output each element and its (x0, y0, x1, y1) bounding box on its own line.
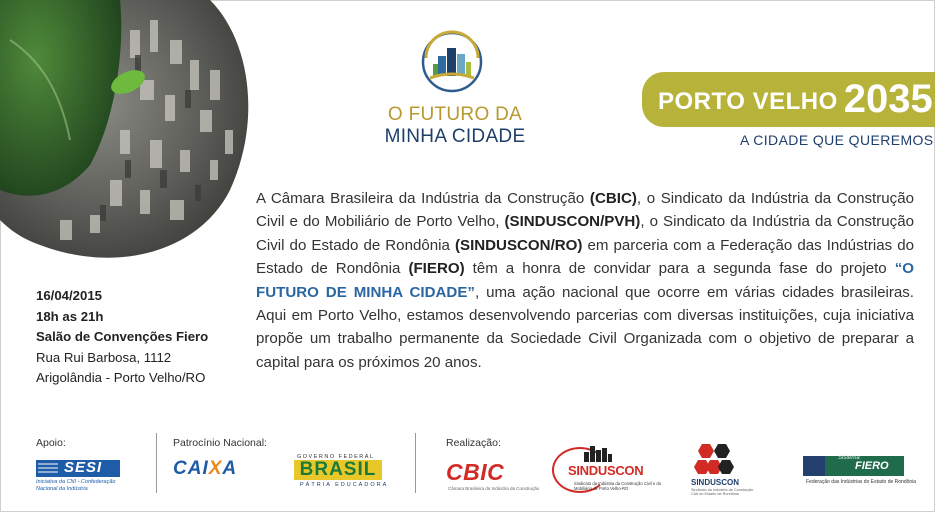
sesi-text: SESI (64, 459, 103, 476)
caixa-text-b: A (222, 458, 238, 479)
sinduscon-ro-caption: Sindicato da Indústria da Construção Civil do Estado de Rondônia (691, 488, 754, 496)
event-date: 16/04/2015 (36, 288, 103, 303)
event-venue: Salão de Convenções Fiero (36, 329, 209, 345)
logo-line-2: MINHA CIDADE (384, 126, 526, 147)
sesi-caption: Iniciativa da CNI - Confederação Nacional da Indústria (36, 479, 116, 492)
sinduscon-ro-logo: SINDUSCON (691, 478, 740, 487)
brasil-logo: BRASIL (294, 460, 382, 480)
event-district: Arigolândia - Porto Velho/RO (36, 370, 206, 386)
patria-educadora-text: PÁTRIA EDUCADORA (300, 482, 389, 488)
futuro-cidade-logo-icon (420, 30, 484, 94)
banner-city: PORTO VELHO (658, 88, 838, 115)
invitation-paragraph (256, 187, 914, 374)
banner-title (658, 77, 933, 122)
cbic-logo: CBIC (446, 459, 505, 485)
buildings-icon (584, 446, 612, 462)
text-part: A Câmara Brasileira da Indústria da Construção (256, 190, 585, 207)
project-name: “O FUTURO DE MINHA CIDADE” (256, 260, 914, 301)
fiero-sistema-text: Sistema (838, 455, 860, 461)
governo-federal-text: GOVERNO FEDERAL (297, 454, 375, 460)
caixa-logo (173, 458, 237, 480)
project-logo-text (350, 104, 560, 148)
fiero-bold: (FIERO) (408, 260, 465, 278)
fiero-caption: Federação das Indústrias do Estado de Rondônia (806, 479, 917, 485)
sinduscon-pvh-logo: SINDUSCON (568, 463, 644, 478)
text-part: têm a honra de convidar para a segunda fase do projeto (464, 260, 887, 278)
event-details (36, 286, 208, 389)
sinduscon-ro-bold: (SINDUSCON/RO) (454, 236, 583, 254)
logo-line-1: O FUTURO DA (387, 104, 523, 125)
sinduscon-ro-hexagon-icon (694, 444, 736, 477)
text-part: , uma ação nacional que ocorre em várias cidades brasileiras. Aqui em Porto Velho, estamos desenvolvendo parcerias com diversas instituições, cuja iniciativa propõe um trabalho permanente da Sociedade Civil Organizada com o objetivo de preparar a capital para os próximos 20 anos. (256, 283, 915, 371)
caixa-x: X (208, 458, 223, 479)
text-part: , o Sindicato da Indústria da Construção Civil e do Mobiliário de Porto Velho, (256, 190, 914, 231)
realizacao-label: Realização: (446, 437, 501, 449)
text-part: em parceria com a Federação das Indústrias do Estado de Rondônia (256, 236, 914, 278)
sinduscon-pvh-bold: (SINDUSCON/PVH) (504, 213, 641, 231)
sesi-grid-icon (38, 461, 58, 476)
apoio-label: Apoio: (36, 437, 66, 449)
divider (156, 433, 157, 493)
fiero-text: FIERO (855, 460, 889, 472)
divider (415, 433, 416, 493)
fiero-logo-left (803, 456, 825, 476)
event-time: 18h as 21h (36, 308, 104, 324)
caixa-text-a: CAI (173, 458, 209, 479)
cbic-bold: (CBIC) (589, 190, 637, 207)
cbic-caption: Câmara Brasileira da Indústria da Construção (448, 486, 540, 491)
event-address: Rua Rui Barbosa, 1112 (36, 349, 172, 365)
banner-year: 2035 (843, 77, 933, 121)
text-part: , o Sindicato da Indústria da Construção Civil do Estado de Rondônia (256, 213, 914, 254)
sinduscon-pvh-caption: Sindicato da Indústria da Construção Civil e do Mobiliário de Porto Velho-RO (574, 481, 662, 491)
banner-subtitle: A CIDADE QUE QUEREMOS (740, 132, 934, 148)
city-globe-illustration (0, 0, 260, 275)
patrocinio-label: Patrocínio Nacional: (173, 437, 267, 449)
